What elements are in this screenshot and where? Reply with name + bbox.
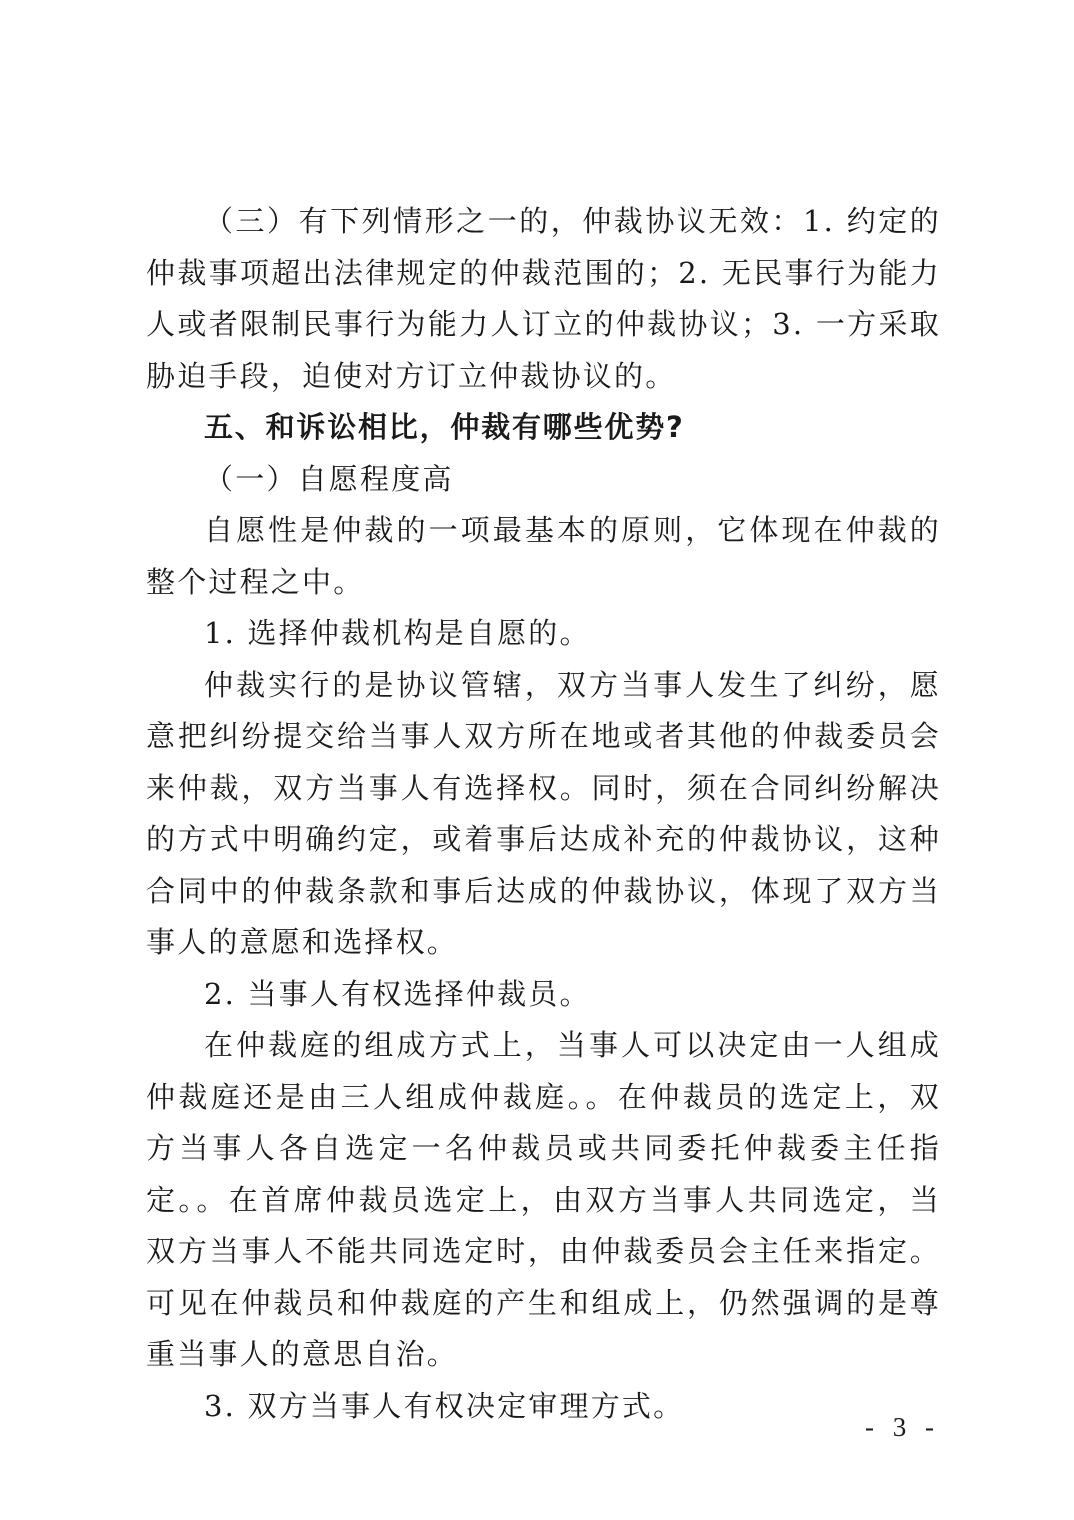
- document-body: [146, 196, 941, 1432]
- list-item-hearing-method: 3. 双方当事人有权决定审理方式。: [204, 1388, 685, 1423]
- list-item-choose-arbitrator: 2. 当事人有权选择仲裁员。: [204, 976, 591, 1011]
- paragraph-tribunal-composition: 在仲裁庭的组成方式上，当事人可以决定由一人组成仲裁庭还是由三人组成仲裁庭。。在仲裁员的选定上，双方当事人各自选定一名仲裁员或共同委托仲裁委主任指定。。在首席仲裁员选定上，由双方当事人共同选定，当双方当事人不能共同选定时，由仲裁委员会主任来指定。可见在仲裁员和仲裁庭的产生和组成上，仍然强调的是尊重当事人的意思自治。: [146, 1028, 941, 1371]
- paragraph-voluntariness-principle: 自愿性是仲裁的一项最基本的原则，它体现在仲裁的整个过程之中。: [146, 513, 941, 599]
- page-number: - 3 -: [865, 1412, 940, 1442]
- section-heading-advantages: 五、和诉讼相比，仲裁有哪些优势?: [204, 410, 685, 444]
- paragraph-invalid-agreements: （三）有下列情形之一的，仲裁协议无效：1. 约定的仲裁事项超出法律规定的仲裁范围的；2. 无民事行为能力人或者限制民事行为能力人订立的仲裁协议；3. 一方采取胁迫手段，迫使对方订立仲裁协议的。: [146, 204, 941, 393]
- paragraph-agreement-jurisdiction: 仲裁实行的是协议管辖，双方当事人发生了纠纷，愿意把纠纷提交给当事人双方所在地或者其他的仲裁委员会来仲裁，双方当事人有选择权。同时，须在合同纠纷解决的方式中明确约定，或着事后达成补充的仲裁协议，这种合同中的仲裁条款和事后达成的仲裁协议，体现了双方当事人的意愿和选择权。: [146, 667, 941, 959]
- subheading-voluntariness: （一）自愿程度高: [204, 461, 454, 496]
- list-item-choose-institution: 1. 选择仲裁机构是自愿的。: [204, 616, 591, 650]
